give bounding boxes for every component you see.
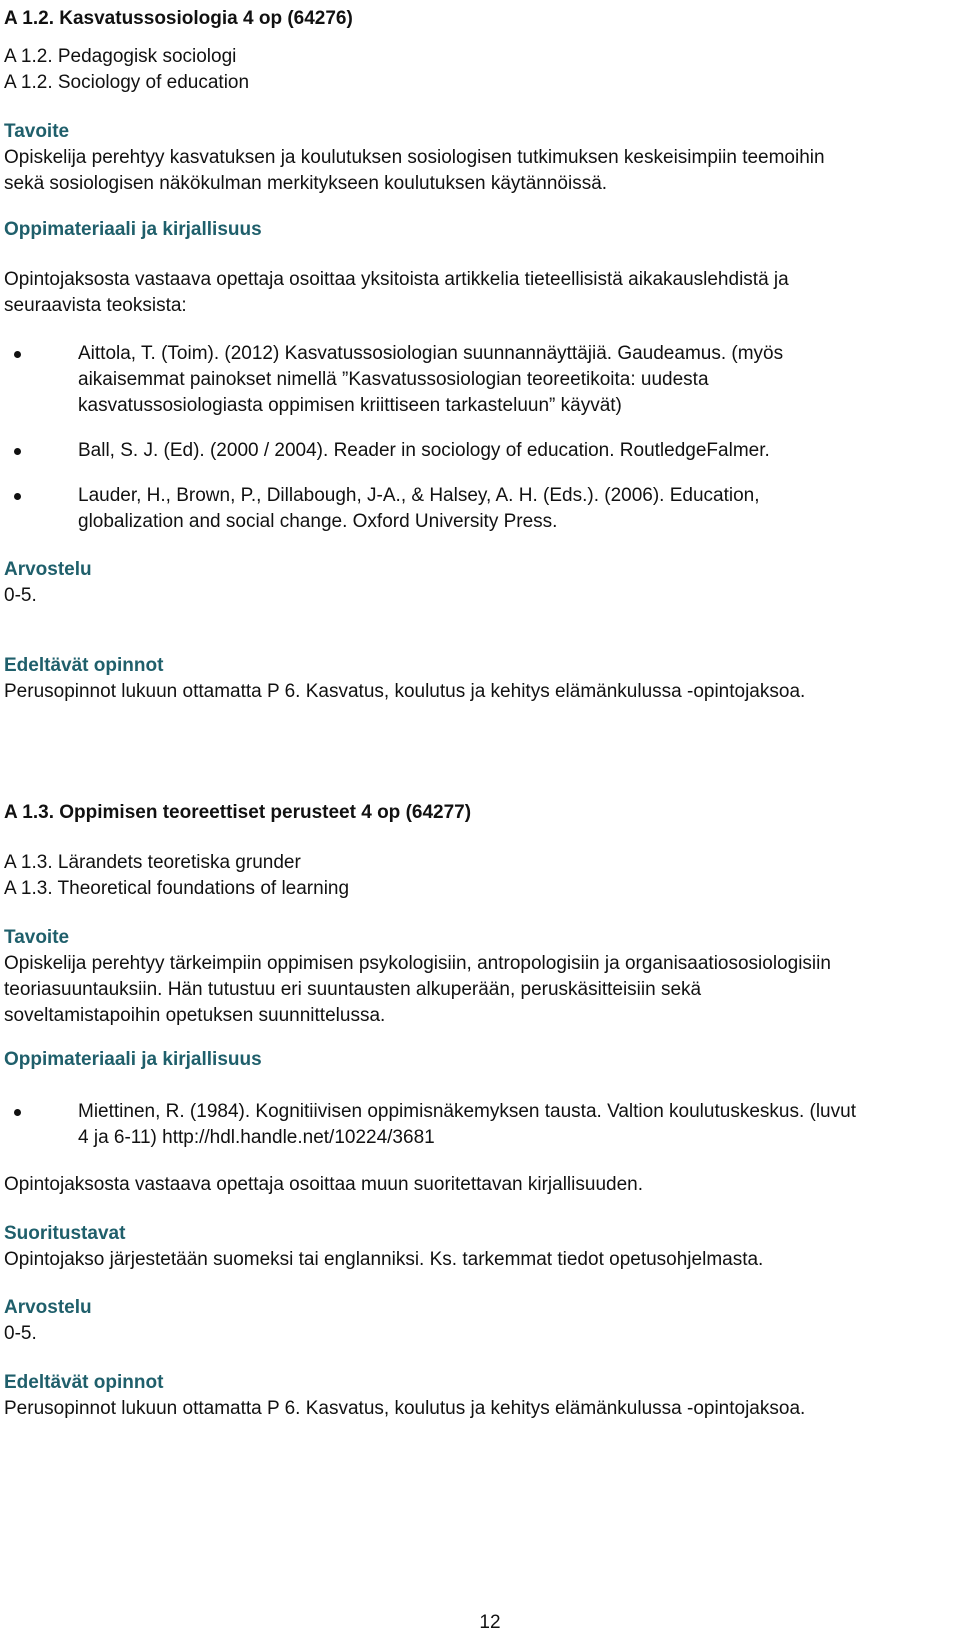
section-2-subtitle-en: A 1.3. Theoretical foundations of learning	[4, 878, 350, 899]
section-1-prereq-label: Edeltävät opinnot	[4, 655, 164, 676]
bibliography-line: Miettinen, R. (1984). Kognitiivisen oppimisnäkemyksen tausta. Valtion koulutuskeskus. (luvut	[78, 1101, 856, 1122]
section-2	[4, 800, 934, 826]
section-2-subtitle-sv: A 1.3. Lärandets teoretiska grunder	[4, 852, 301, 873]
section-1	[4, 6, 934, 32]
section-2-prereq-text: Perusopinnot lukuun ottamatta P 6. Kasvatus, koulutus ja kehitys elämänkulussa -opintojaksoa.	[4, 1398, 806, 1419]
section-1-tavoite	[4, 119, 934, 197]
page-number: 12	[479, 1612, 501, 1633]
bullet-icon	[14, 493, 21, 500]
section-1-materials-intro-line: seuraavista teoksista:	[4, 295, 187, 316]
bullet-icon	[14, 1109, 21, 1116]
section-1-arvostelu-label: Arvostelu	[4, 559, 92, 580]
section-2-arvostelu-label: Arvostelu	[4, 1297, 92, 1318]
section-2-materials-label: Oppimateriaali ja kirjallisuus	[4, 1049, 262, 1070]
section-2-prereq	[4, 1370, 934, 1422]
section-1-materials-intro-line: Opintojaksosta vastaava opettaja osoittaa yksitoista artikkelia tieteellisistä aikakauslehdistä ja	[4, 269, 789, 290]
section-1-materials-label: Oppimateriaali ja kirjallisuus	[4, 219, 262, 240]
section-2-subtitles	[4, 850, 934, 902]
section-2-tavoite	[4, 925, 934, 1029]
section-2-suoritus	[4, 1221, 934, 1273]
bibliography-line: Ball, S. J. (Ed). (2000 / 2004). Reader in sociology of education. RoutledgeFalmer.	[78, 440, 770, 461]
bibliography-line: Lauder, H., Brown, P., Dillabough, J-A., & Halsey, A. H. (Eds.). (2006). Education,	[78, 485, 760, 506]
bibliography-line: 4 ja 6-11) http://hdl.handle.net/10224/3681	[78, 1127, 435, 1148]
bullet-icon	[14, 351, 21, 358]
section-1-materials-label-block	[4, 217, 934, 243]
section-1-subtitle-en: A 1.2. Sociology of education	[4, 72, 250, 93]
bibliography-line: kasvatussosiologiasta oppimisen kriittiseen tarkasteluun” käyvät)	[78, 395, 622, 416]
section-1-tavoite-line: Opiskelija perehtyy kasvatuksen ja koulutuksen sosiologisen tutkimuksen keskeisimpiin teemoihin	[4, 147, 825, 168]
section-2-heading: A 1.3. Oppimisen teoreettiset perusteet 4 op (64277)	[4, 802, 472, 823]
section-2-tavoite-line: teoriasuuntauksiin. Hän tutustuu eri suuntausten alkuperään, peruskäsitteisiin sekä	[4, 979, 702, 1000]
section-2-tavoite-label: Tavoite	[4, 927, 70, 948]
section-1-heading: A 1.2. Kasvatussosiologia 4 op (64276)	[4, 8, 353, 29]
section-1-tavoite-line: sekä sosiologisen näkökulman merkitykseen koulutuksen käytännöissä.	[4, 173, 608, 194]
section-1-arvostelu-value: 0-5.	[4, 585, 37, 606]
section-2-materials-note-block	[4, 1172, 934, 1198]
section-2-materials-label-block	[4, 1047, 934, 1073]
section-1-tavoite-label: Tavoite	[4, 121, 70, 142]
section-1-materials-intro	[4, 267, 934, 319]
section-2-materials-note: Opintojaksosta vastaava opettaja osoittaa muun suoritettavan kirjallisuuden.	[4, 1174, 643, 1195]
section-1-prereq-text: Perusopinnot lukuun ottamatta P 6. Kasvatus, koulutus ja kehitys elämänkulussa -opintojaksoa.	[4, 681, 806, 702]
bibliography-line: Aittola, T. (Toim). (2012) Kasvatussosiologian suunnannäyttäjiä. Gaudeamus. (myös	[78, 343, 784, 364]
section-1-arvostelu	[4, 557, 934, 609]
section-2-arvostelu-value: 0-5.	[4, 1323, 37, 1344]
section-2-prereq-label: Edeltävät opinnot	[4, 1372, 164, 1393]
section-2-tavoite-line: soveltamistapoihin opetuksen suunnittelussa.	[4, 1005, 386, 1026]
bullet-icon	[14, 448, 21, 455]
bibliography-line: globalization and social change. Oxford University Press.	[78, 511, 558, 532]
bibliography-line: aikaisemmat painokset nimellä ”Kasvatussosiologian teoreetikoita: uudesta	[78, 369, 709, 390]
section-2-suoritus-label: Suoritustavat	[4, 1223, 126, 1244]
section-2-arvostelu	[4, 1295, 934, 1347]
section-1-subtitle-sv: A 1.2. Pedagogisk sociologi	[4, 46, 237, 67]
section-2-suoritus-text: Opintojakso järjestetään suomeksi tai englanniksi. Ks. tarkemmat tiedot opetusohjelmasta.	[4, 1249, 764, 1270]
section-2-tavoite-line: Opiskelija perehtyy tärkeimpiin oppimisen psykologisiin, antropologisiin ja organisaatiososiologisiin	[4, 953, 831, 974]
section-1-prereq	[4, 653, 934, 705]
section-1-subtitles	[4, 44, 934, 96]
